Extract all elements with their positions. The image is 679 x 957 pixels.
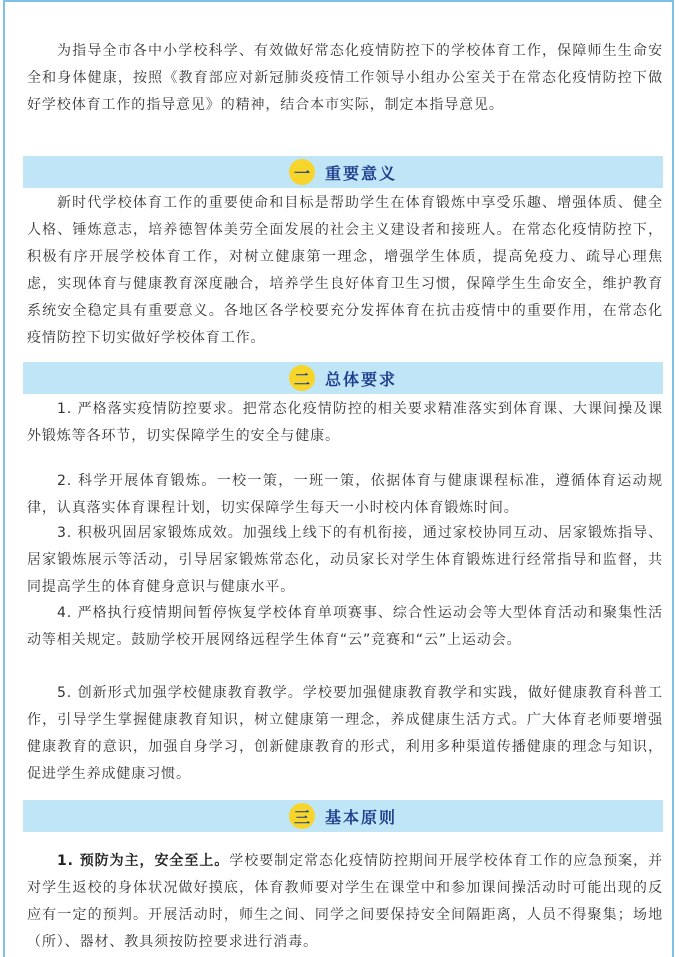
document-frame — [3, 0, 674, 957]
section-number-badge: 二 — [289, 365, 315, 391]
section-title: 重要意义 — [324, 163, 397, 183]
section-header-requirements — [23, 362, 663, 394]
section-number-badge: 一 — [289, 159, 315, 185]
section-title: 总体要求 — [324, 369, 397, 389]
section-number-badge: 三 — [289, 803, 315, 829]
requirement-item-4: 4. 严格执行疫情期间暂停恢复学校体育单项赛事、综合性运动会等大型体育活动和聚集性活动等相关规定。鼓励学校开展网络远程学生体育“云”竞赛和“云”上运动会。 — [27, 605, 663, 648]
principle-text: 学校要制定常态化疫情防控期间开展学校体育工作的应急预案，并对学生返校的身体状况做好摸底，体育教师要对学生在课堂中和参加课间操活动时可能出现的反应有一定的预判。开展活动时，师生之间、同学之间要保持安全间隔距离，人员不得聚集；场地（所）、器材、教具须按防控要求进行消毒。 — [27, 853, 663, 950]
requirement-item-2: 2. 科学开展体育锻炼。一校一策，一班一策，依据体育与健康课程标准，遵循体育运动规律，认真落实体育课程计划，切实保障学生每天一小时校内体育锻炼时间。 — [27, 473, 663, 516]
significance-paragraph: 新时代学校体育工作的重要使命和目标是帮助学生在体育锻炼中享受乐趣、增强体质、健全人格、锤炼意志，培养德智体美劳全面发展的社会主义建设者和接班人。在常态化疫情防控下，积极有序开展学校体育工作，对树立健康第一理念，增强学生体质，提高免疫力、疏导心理焦虑，实现体育与健康教育深度融合，培养学生良好体育卫生习惯，保障学生生命安全，维护教育系统安全稳定具有重要意义。各地区各学校要充分发挥体育在抗击疫情中的重要作用，在常态化疫情防控下切实做好学校体育工作。 — [27, 195, 663, 346]
principle-lead: 1. 预防为主，安全至上。 — [57, 853, 230, 869]
intro-paragraph: 为指导全市各中小学校科学、有效做好常态化疫情防控下的学校体育工作，保障师生生命安全和身体健康，按照《教育部应对新冠肺炎疫情工作领导小组办公室关于在常态化疫情防控下做好学校体育工作的指导意见》的精神，结合本市实际，制定本指导意见。 — [27, 43, 663, 113]
principle-item-1 — [27, 848, 663, 956]
section-header-significance — [23, 156, 663, 188]
requirement-item-1: 1. 严格落实疫情防控要求。把常态化疫情防控的相关要求精准落实到体育课、大课间操及课外锻炼等各环节，切实保障学生的安全与健康。 — [27, 401, 663, 444]
section-title: 基本原则 — [324, 807, 397, 827]
requirement-item-5: 5. 创新形式加强学校健康教育教学。学校要加强健康教育教学和实践，做好健康教育科普工作，引导学生掌握健康教育知识，树立健康第一理念，养成健康生活方式。广大体育老师要增强健康教育的意识，加强自身学习，创新健康教育的形式，利用多种渠道传播健康的理念与知识，促进学生养成健康习惯。 — [27, 685, 663, 782]
requirement-item-3: 3. 积极巩固居家锻炼成效。加强线上线下的有机衔接，通过家校协同互动、居家锻炼指导、居家锻炼展示等活动，引导居家锻炼常态化，动员家长对学生体育锻炼进行经常指导和监督，共同提高学生的体育健身意识与健康水平。 — [27, 525, 663, 595]
section-header-principles — [23, 800, 663, 832]
